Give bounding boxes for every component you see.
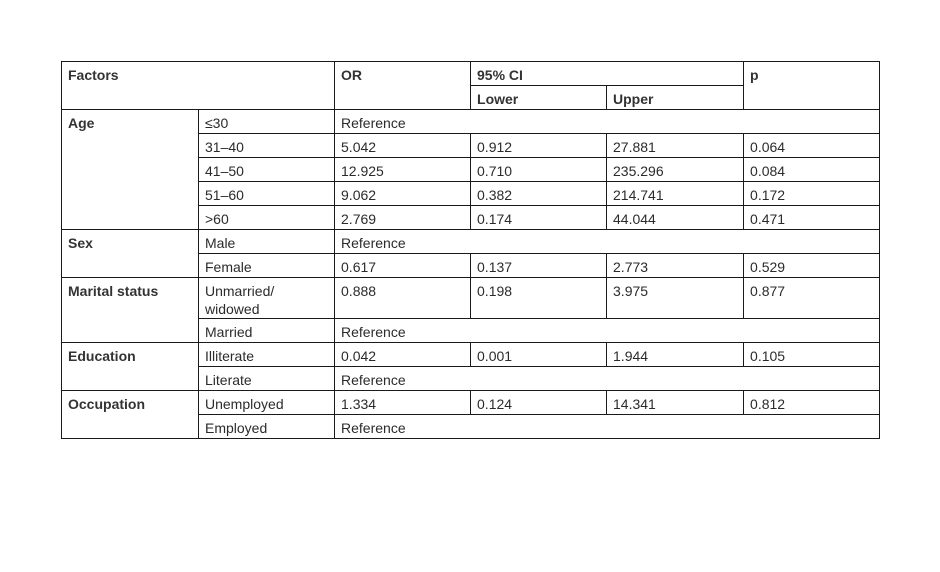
level-label: 51–60 — [199, 182, 335, 206]
upper-value: 27.881 — [607, 134, 744, 158]
factor-label: Marital status — [62, 278, 199, 343]
level-label: 31–40 — [199, 134, 335, 158]
odds-ratio-table — [61, 61, 880, 439]
p-value: 0.471 — [744, 206, 880, 230]
table-header — [62, 62, 880, 110]
level-label: Unmarried/ widowed — [199, 278, 335, 319]
p-value: 0.105 — [744, 343, 880, 367]
table-row — [62, 278, 880, 319]
or-value: 2.769 — [335, 206, 471, 230]
level-label: ≤30 — [199, 110, 335, 134]
or-value: 0.617 — [335, 254, 471, 278]
lower-value: 0.710 — [471, 158, 607, 182]
header-p: p — [744, 62, 880, 110]
upper-value: 1.944 — [607, 343, 744, 367]
or-value: 9.062 — [335, 182, 471, 206]
reference-cell: Reference — [335, 230, 880, 254]
p-value: 0.877 — [744, 278, 880, 319]
p-value: 0.529 — [744, 254, 880, 278]
level-label: Female — [199, 254, 335, 278]
lower-value: 0.382 — [471, 182, 607, 206]
upper-value: 14.341 — [607, 391, 744, 415]
upper-value: 2.773 — [607, 254, 744, 278]
reference-cell: Reference — [335, 110, 880, 134]
header-or: OR — [335, 62, 471, 110]
table-row — [62, 110, 880, 134]
level-label: Unemployed — [199, 391, 335, 415]
header-lower: Lower — [471, 86, 607, 110]
upper-value: 44.044 — [607, 206, 744, 230]
lower-value: 0.912 — [471, 134, 607, 158]
table-body — [62, 110, 880, 439]
upper-value: 235.296 — [607, 158, 744, 182]
factor-label: Occupation — [62, 391, 199, 439]
level-label: Employed — [199, 415, 335, 439]
reference-cell: Reference — [335, 367, 880, 391]
upper-value: 3.975 — [607, 278, 744, 319]
header-factors: Factors — [62, 62, 335, 110]
or-value: 1.334 — [335, 391, 471, 415]
factor-label: Sex — [62, 230, 199, 278]
p-value: 0.064 — [744, 134, 880, 158]
upper-value: 214.741 — [607, 182, 744, 206]
or-value: 0.888 — [335, 278, 471, 319]
lower-value: 0.174 — [471, 206, 607, 230]
reference-cell: Reference — [335, 415, 880, 439]
level-label: Literate — [199, 367, 335, 391]
or-value: 0.042 — [335, 343, 471, 367]
factor-label: Age — [62, 110, 199, 230]
p-value: 0.812 — [744, 391, 880, 415]
factor-label: Education — [62, 343, 199, 391]
header-row-top — [62, 62, 880, 86]
lower-value: 0.137 — [471, 254, 607, 278]
table-row — [62, 343, 880, 367]
level-label: Male — [199, 230, 335, 254]
header-ci: 95% CI — [471, 62, 744, 86]
lower-value: 0.124 — [471, 391, 607, 415]
p-value: 0.172 — [744, 182, 880, 206]
header-upper: Upper — [607, 86, 744, 110]
level-label: Married — [199, 319, 335, 343]
or-value: 12.925 — [335, 158, 471, 182]
table-row — [62, 391, 880, 415]
or-value: 5.042 — [335, 134, 471, 158]
p-value: 0.084 — [744, 158, 880, 182]
table-row — [62, 230, 880, 254]
level-label: 41–50 — [199, 158, 335, 182]
lower-value: 0.198 — [471, 278, 607, 319]
level-label: Illiterate — [199, 343, 335, 367]
level-label: >60 — [199, 206, 335, 230]
reference-cell: Reference — [335, 319, 880, 343]
lower-value: 0.001 — [471, 343, 607, 367]
